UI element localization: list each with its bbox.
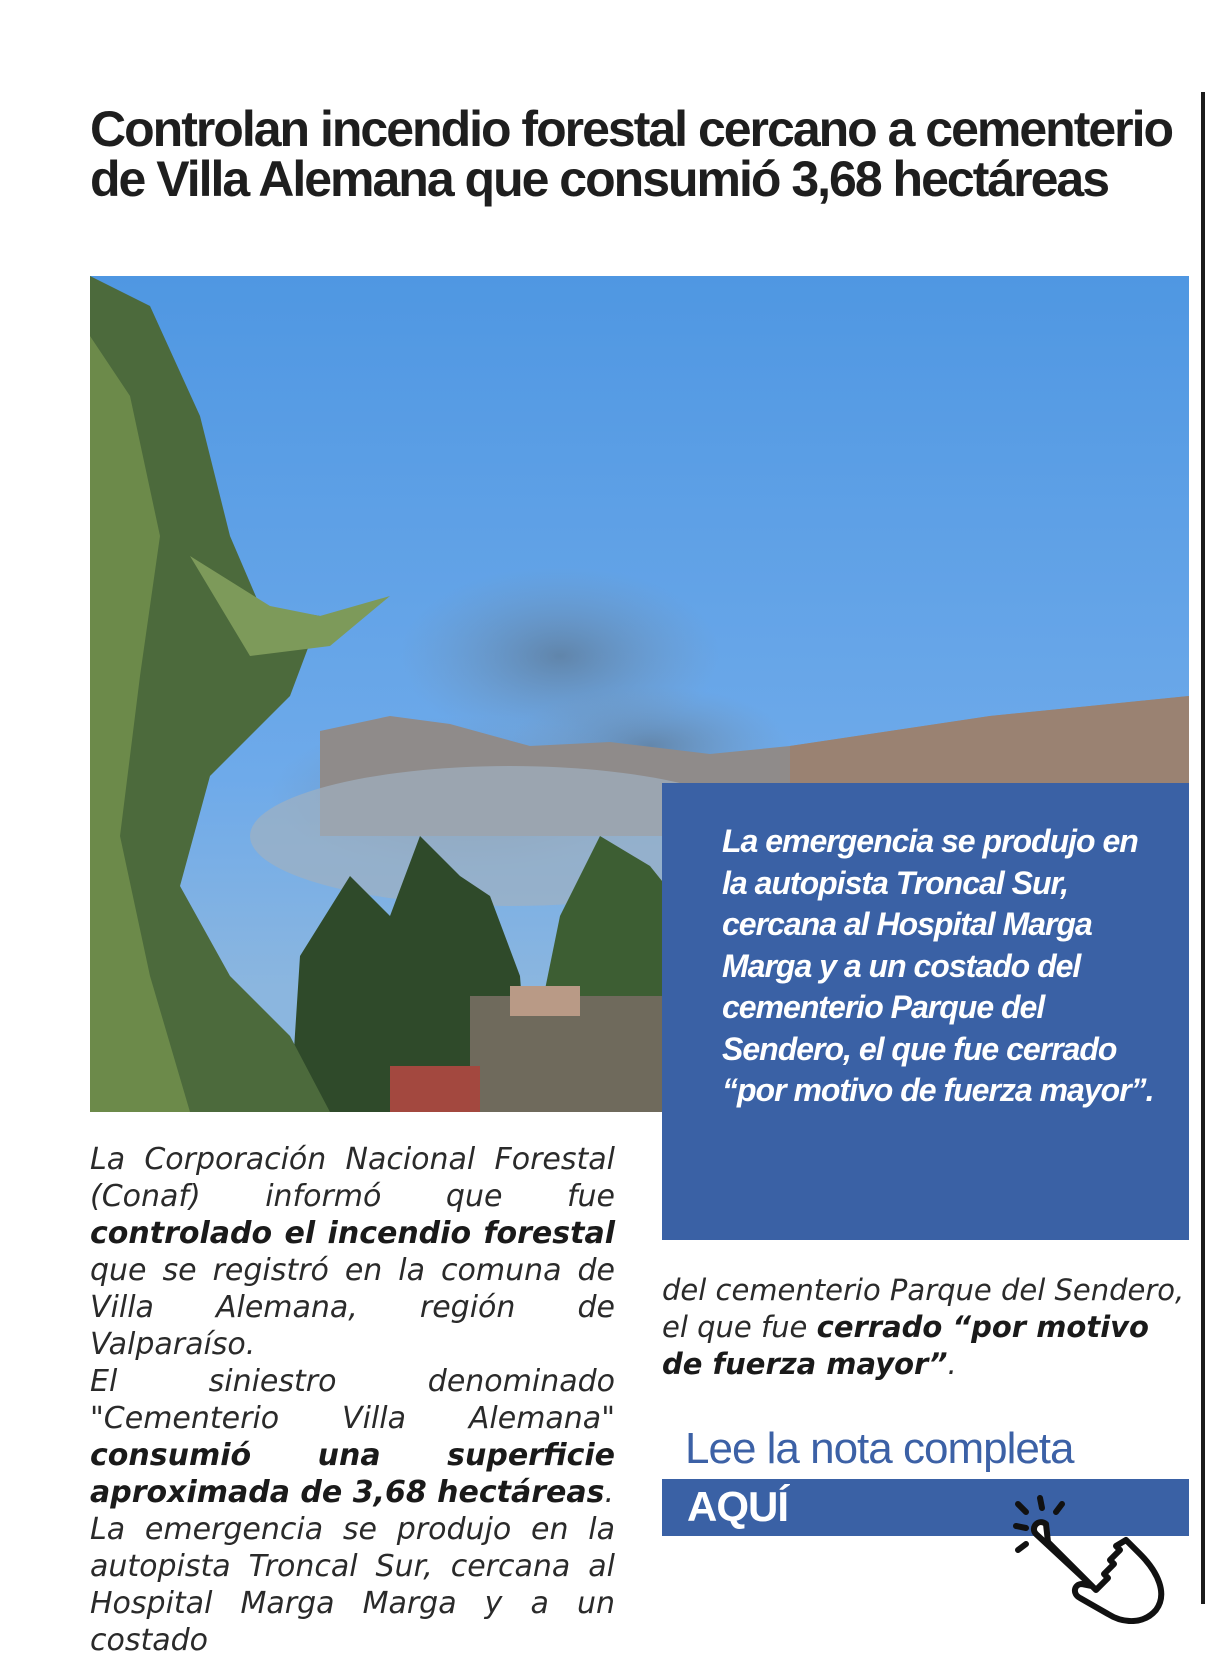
aqui-label: AQUÍ — [687, 1483, 788, 1530]
pull-quote-text: La emergencia se produjo en la autopista Troncal Sur, cercana al Hospital Marga Marga y a un costado del cementerio Parque del Sendero, el que fue cerrado “por motivo de fuerza mayor”. — [722, 823, 1154, 1108]
paragraph-3: La emergencia se produjo en la autopista Troncal Sur, cercana al Hospital Marga Marga y a un costado — [90, 1512, 615, 1658]
pull-quote-box — [662, 783, 1189, 1240]
headline: Controlan incendio forestal cercano a cementerio de Villa Alemana que consumió 3,68 hectáreas — [90, 101, 1173, 207]
paragraph-1: La Corporación Nacional Forestal (Conaf) informó que fue controlado el incendio forestal que se registró en la comuna de Villa Alemana, región de Valparaíso. — [90, 1142, 615, 1362]
article-body-column-1 — [90, 1141, 615, 1659]
article-body-column-2: del cementerio Parque del Sendero, el que fue cerrado “por motivo de fuerza mayor”. — [662, 1273, 1185, 1381]
read-full-note-label: Lee la nota completa — [685, 1424, 1074, 1473]
pointing-hand-icon — [1008, 1494, 1188, 1624]
column-rule — [1201, 92, 1205, 1604]
paragraph-2: El siniestro denominado "Cementerio Villa Alemana" consumió una superficie aproximada de 3,68 hectáreas. — [90, 1364, 615, 1510]
